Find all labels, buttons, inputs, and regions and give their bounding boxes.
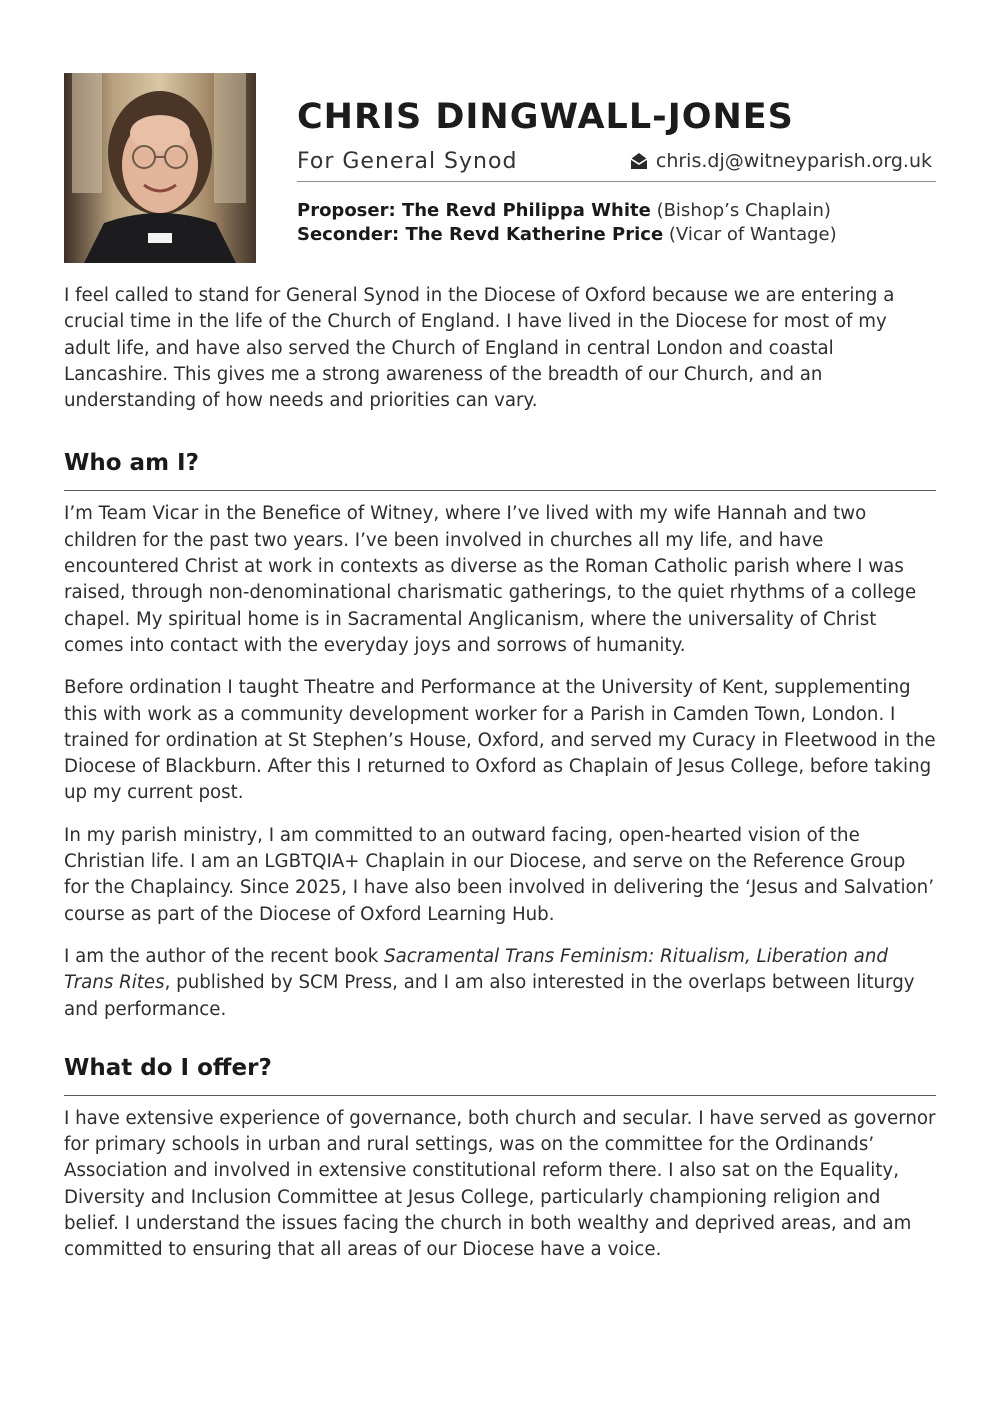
- envelope-open-icon: [629, 152, 649, 170]
- subtitle-row: [297, 149, 936, 182]
- book-intro-text: I am the author of the recent book: [64, 945, 385, 967]
- proposer-label: Proposer: The Revd Philippa White: [297, 200, 651, 221]
- email-address[interactable]: chris.dj@witneyparish.org.uk: [655, 150, 932, 172]
- candidate-statement-page: [64, 73, 936, 1261]
- candidate-name: CHRIS DINGWALL-JONES: [297, 97, 794, 137]
- proposer-line: [297, 199, 837, 223]
- header: [64, 73, 936, 263]
- who-paragraph-4: [64, 944, 936, 1023]
- book-outro-text: , published by SCM Press, and I am also interested in the overlaps between liturgy and performance.: [64, 972, 915, 1020]
- nominators: [297, 199, 837, 247]
- intro-paragraph: I feel called to stand for General Synod in the Diocese of Oxford because we are entering a crucial time in the life of the Church of England. I have lived in the Diocese for most of my adult life, and have also served the Church of England in central London and coastal Lancashire. This gives me a strong awareness of the breadth of our Church, and an understanding of how needs and priorities can vary.: [64, 285, 895, 412]
- who-paragraph-1: I’m Team Vicar in the Benefice of Witney, where I’ve lived with my wife Hannah and two children for the past two years. I’ve been involved in churches all my life, and have encountered Christ at work in contexts as diverse as the Roman Catholic parish where I was raised, through non-denominational charismatic gatherings, to the quiet rhythms of a college chapel. My spiritual home is in Sacramental Anglicanism, where the universality of Christ comes into contact with the everyday joys and sorrows of humanity.: [64, 503, 917, 656]
- candidate-photo: [64, 73, 256, 263]
- statement-body: [64, 283, 936, 1280]
- seconder-note: (Vicar of Wantage): [668, 224, 837, 245]
- proposer-note: (Bishop’s Chaplain): [656, 200, 831, 221]
- subtitle: For General Synod: [297, 149, 518, 174]
- seconder-label: Seconder: The Revd Katherine Price: [297, 224, 664, 245]
- book-title: Sacramental Trans Feminism: Ritualism, Liberation and Trans Rites: [64, 945, 888, 994]
- email-contact[interactable]: [629, 150, 932, 172]
- offer-paragraph-1: I have extensive experience of governance, both church and secular. I have served as governor for primary schools in urban and rural settings, was on the committee for the Ordinands’ Association and involved in extensive constitutional reform there. I also sat on the Equality, Diversity and Inclusion Committee at Jesus College, particularly championing religion and belief. I understand the issues facing the church in both wealthy and deprived areas, and am committed to ensuring that all areas of our Diocese have a voice.: [64, 1107, 936, 1261]
- seconder-line: [297, 223, 837, 247]
- who-paragraph-3: In my parish ministry, I am committed to an outward facing, open-hearted vision of the Christian life. I am an LGBTQIA+ Chaplain in our Diocese, and serve on the Reference Group for the Chaplaincy. Since 2025, I have also been involved in delivering the ‘Jesus and Salvation’ course as part of the Diocese of Oxford Learning Hub.: [64, 824, 934, 925]
- section-heading-offer: What do I offer?: [64, 1055, 936, 1096]
- who-paragraph-2: Before ordination I taught Theatre and Performance at the University of Kent, supplementing this with work as a community development worker for a Parish in Camden Town, London. I trained for ordination at St Stephen’s House, Oxford, and served my Curacy in Fleetwood in the Diocese of Blackburn. After this I returned to Oxford as Chaplain of Jesus College, before taking up my current post.: [64, 677, 936, 804]
- section-heading-who: Who am I?: [64, 450, 936, 491]
